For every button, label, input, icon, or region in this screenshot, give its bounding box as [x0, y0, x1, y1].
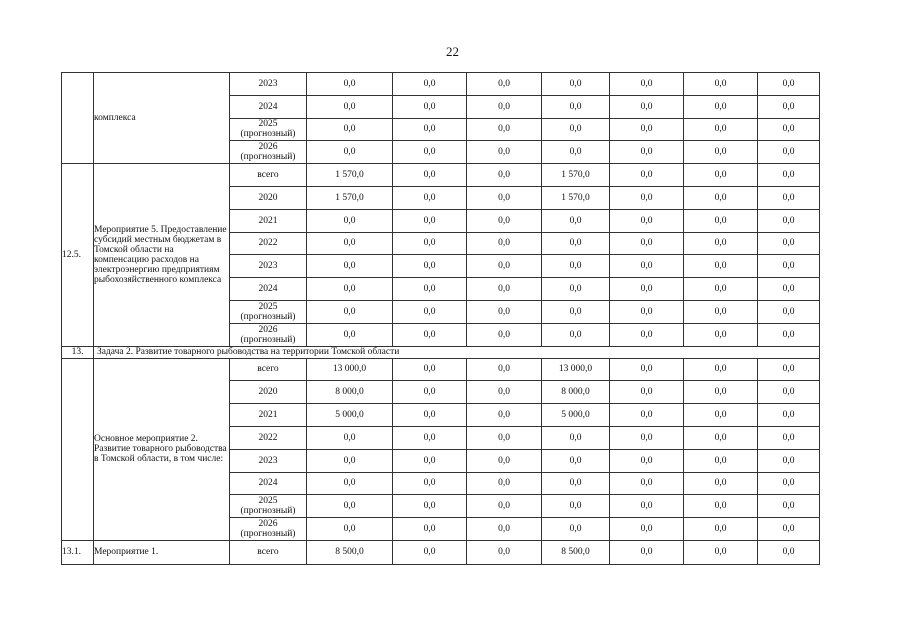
value-cell: 0,0 [393, 518, 467, 541]
value-cell: 0,0 [393, 255, 467, 278]
value-cell: 0,0 [684, 495, 758, 518]
value-cell: 0,0 [610, 118, 684, 141]
value-cell: 0,0 [393, 118, 467, 141]
value-cell: 0,0 [393, 278, 467, 301]
value-cell: 0,0 [758, 232, 820, 255]
value-cell: 0,0 [393, 323, 467, 346]
value-cell: 0,0 [307, 209, 393, 232]
value-cell: 0,0 [467, 472, 542, 495]
value-cell: 0,0 [684, 209, 758, 232]
value-cell: 0,0 [684, 118, 758, 141]
value-cell: 0,0 [467, 323, 542, 346]
value-cell: 0,0 [758, 540, 820, 564]
year-cell: 2022 [230, 232, 307, 255]
value-cell: 1 570,0 [307, 186, 393, 209]
value-cell: 0,0 [542, 449, 610, 472]
page-number: 22 [446, 44, 459, 59]
value-cell: 0,0 [467, 300, 542, 323]
value-cell: 0,0 [684, 381, 758, 404]
value-cell: 0,0 [393, 358, 467, 381]
value-cell: 0,0 [467, 426, 542, 449]
value-cell: 0,0 [684, 255, 758, 278]
value-cell: 0,0 [467, 118, 542, 141]
row-index [62, 358, 94, 540]
value-cell: 0,0 [684, 404, 758, 427]
value-cell: 0,0 [393, 426, 467, 449]
value-cell: 0,0 [393, 449, 467, 472]
measure-description: комплекса [94, 73, 230, 164]
value-cell: 0,0 [307, 518, 393, 541]
value-cell: 0,0 [542, 472, 610, 495]
value-cell: 0,0 [758, 141, 820, 164]
year-cell: 2020 [230, 186, 307, 209]
value-cell: 0,0 [467, 358, 542, 381]
value-cell: 0,0 [758, 449, 820, 472]
table-row [62, 358, 820, 381]
year-cell: 2024 [230, 472, 307, 495]
year-cell: 2023 [230, 255, 307, 278]
budget-table [61, 72, 820, 565]
measure-description: Мероприятие 1. [94, 540, 230, 564]
value-cell: 0,0 [307, 449, 393, 472]
value-cell: 0,0 [467, 518, 542, 541]
value-cell: 0,0 [758, 209, 820, 232]
value-cell: 0,0 [684, 358, 758, 381]
value-cell: 0,0 [758, 426, 820, 449]
value-cell: 0,0 [684, 540, 758, 564]
value-cell: 0,0 [393, 141, 467, 164]
value-cell: 0,0 [684, 141, 758, 164]
value-cell: 0,0 [684, 300, 758, 323]
value-cell: 0,0 [393, 73, 467, 96]
value-cell: 0,0 [610, 449, 684, 472]
value-cell: 0,0 [393, 95, 467, 118]
value-cell: 0,0 [610, 381, 684, 404]
task-row [62, 346, 820, 358]
value-cell: 1 570,0 [542, 186, 610, 209]
value-cell: 0,0 [307, 73, 393, 96]
value-cell: 0,0 [758, 186, 820, 209]
value-cell: 0,0 [542, 323, 610, 346]
value-cell: 0,0 [758, 381, 820, 404]
value-cell: 0,0 [393, 300, 467, 323]
value-cell: 0,0 [307, 323, 393, 346]
value-cell: 0,0 [610, 255, 684, 278]
year-cell: 2023 [230, 449, 307, 472]
value-cell: 0,0 [467, 164, 542, 187]
value-cell: 0,0 [610, 73, 684, 96]
value-cell: 0,0 [307, 95, 393, 118]
value-cell: 0,0 [610, 472, 684, 495]
value-cell: 0,0 [542, 518, 610, 541]
value-cell: 0,0 [467, 95, 542, 118]
value-cell: 0,0 [758, 472, 820, 495]
measure-description: Мероприятие 5. Предоставление субсидий местным бюджетам в Томской области на компенсацию расходов на электроэнергию предприятиям рыбохозяйственного комплекса [94, 164, 230, 346]
value-cell: 0,0 [758, 323, 820, 346]
value-cell: 0,0 [610, 323, 684, 346]
value-cell: 0,0 [542, 426, 610, 449]
value-cell: 8 000,0 [542, 381, 610, 404]
value-cell: 0,0 [610, 495, 684, 518]
value-cell: 0,0 [610, 95, 684, 118]
value-cell: 0,0 [610, 358, 684, 381]
value-cell: 0,0 [758, 73, 820, 96]
value-cell: 0,0 [758, 118, 820, 141]
value-cell: 0,0 [307, 495, 393, 518]
table-row [62, 164, 820, 187]
value-cell: 0,0 [467, 232, 542, 255]
value-cell: 0,0 [684, 278, 758, 301]
value-cell: 0,0 [467, 404, 542, 427]
value-cell: 0,0 [610, 404, 684, 427]
value-cell: 0,0 [542, 255, 610, 278]
year-cell: всего [230, 358, 307, 381]
value-cell: 0,0 [542, 278, 610, 301]
value-cell: 0,0 [684, 95, 758, 118]
value-cell: 0,0 [307, 278, 393, 301]
year-cell: 2024 [230, 278, 307, 301]
value-cell: 0,0 [542, 73, 610, 96]
year-cell: 2026 (прогнозный) [230, 518, 307, 541]
value-cell: 0,0 [684, 518, 758, 541]
year-cell: 2025 (прогнозный) [230, 495, 307, 518]
value-cell: 0,0 [307, 300, 393, 323]
value-cell: 0,0 [542, 495, 610, 518]
year-cell: 2026 (прогнозный) [230, 141, 307, 164]
value-cell: 0,0 [684, 323, 758, 346]
value-cell: 0,0 [467, 141, 542, 164]
value-cell: 0,0 [467, 73, 542, 96]
value-cell: 0,0 [610, 278, 684, 301]
value-cell: 8 500,0 [542, 540, 610, 564]
value-cell: 0,0 [467, 278, 542, 301]
value-cell: 0,0 [758, 518, 820, 541]
year-cell: 2022 [230, 426, 307, 449]
value-cell: 0,0 [610, 209, 684, 232]
value-cell: 0,0 [393, 495, 467, 518]
value-cell: 0,0 [610, 232, 684, 255]
year-cell: 2025 (прогнозный) [230, 300, 307, 323]
value-cell: 0,0 [684, 426, 758, 449]
value-cell: 0,0 [467, 209, 542, 232]
value-cell: 0,0 [307, 472, 393, 495]
year-cell: 2026 (прогнозный) [230, 323, 307, 346]
value-cell: 0,0 [542, 209, 610, 232]
value-cell: 0,0 [684, 232, 758, 255]
value-cell: 0,0 [307, 255, 393, 278]
value-cell: 0,0 [467, 495, 542, 518]
value-cell: 0,0 [467, 540, 542, 564]
value-cell: 0,0 [393, 404, 467, 427]
value-cell: 5 000,0 [307, 404, 393, 427]
value-cell: 0,0 [610, 164, 684, 187]
value-cell: 8 500,0 [307, 540, 393, 564]
value-cell: 1 570,0 [542, 164, 610, 187]
value-cell: 0,0 [393, 472, 467, 495]
value-cell: 0,0 [684, 449, 758, 472]
value-cell: 0,0 [307, 426, 393, 449]
value-cell: 0,0 [610, 141, 684, 164]
value-cell: 0,0 [393, 164, 467, 187]
value-cell: 0,0 [307, 141, 393, 164]
value-cell: 0,0 [610, 540, 684, 564]
value-cell: 0,0 [758, 95, 820, 118]
value-cell: 5 000,0 [542, 404, 610, 427]
value-cell: 0,0 [610, 426, 684, 449]
value-cell: 0,0 [684, 472, 758, 495]
year-cell: 2025 (прогнозный) [230, 118, 307, 141]
value-cell: 0,0 [610, 186, 684, 209]
value-cell: 0,0 [393, 540, 467, 564]
value-cell: 0,0 [758, 255, 820, 278]
value-cell: 0,0 [393, 209, 467, 232]
value-cell: 13 000,0 [542, 358, 610, 381]
year-cell: 2021 [230, 209, 307, 232]
value-cell: 0,0 [610, 300, 684, 323]
task-title: Задача 2. Развитие товарного рыбоводства на территории Томской области [94, 346, 820, 358]
value-cell: 0,0 [758, 404, 820, 427]
value-cell: 0,0 [467, 449, 542, 472]
year-cell: 2020 [230, 381, 307, 404]
value-cell: 0,0 [758, 495, 820, 518]
table-row [62, 73, 820, 96]
year-cell: 2024 [230, 95, 307, 118]
year-cell: всего [230, 164, 307, 187]
row-index [62, 73, 94, 164]
value-cell: 0,0 [758, 358, 820, 381]
value-cell: 0,0 [393, 186, 467, 209]
value-cell: 0,0 [467, 381, 542, 404]
value-cell: 0,0 [542, 141, 610, 164]
value-cell: 0,0 [393, 381, 467, 404]
value-cell: 0,0 [542, 95, 610, 118]
value-cell: 0,0 [467, 186, 542, 209]
value-cell: 0,0 [610, 518, 684, 541]
value-cell: 0,0 [542, 232, 610, 255]
value-cell: 0,0 [393, 232, 467, 255]
value-cell: 0,0 [542, 300, 610, 323]
value-cell: 0,0 [467, 255, 542, 278]
value-cell: 0,0 [307, 232, 393, 255]
year-cell: 2021 [230, 404, 307, 427]
value-cell: 1 570,0 [307, 164, 393, 187]
value-cell: 0,0 [307, 118, 393, 141]
value-cell: 13 000,0 [307, 358, 393, 381]
value-cell: 0,0 [758, 278, 820, 301]
value-cell: 8 000,0 [307, 381, 393, 404]
table-row [62, 540, 820, 564]
row-index: 13.1. [62, 540, 94, 564]
task-index: 13. [62, 346, 94, 358]
value-cell: 0,0 [542, 118, 610, 141]
year-cell: 2023 [230, 73, 307, 96]
year-cell: всего [230, 540, 307, 564]
value-cell: 0,0 [758, 164, 820, 187]
value-cell: 0,0 [684, 73, 758, 96]
measure-description: Основное мероприятие 2. Развитие товарного рыбоводства в Томской области, в том числе: [94, 358, 230, 540]
row-index: 12.5. [62, 164, 94, 346]
value-cell: 0,0 [684, 186, 758, 209]
value-cell: 0,0 [758, 300, 820, 323]
value-cell: 0,0 [684, 164, 758, 187]
